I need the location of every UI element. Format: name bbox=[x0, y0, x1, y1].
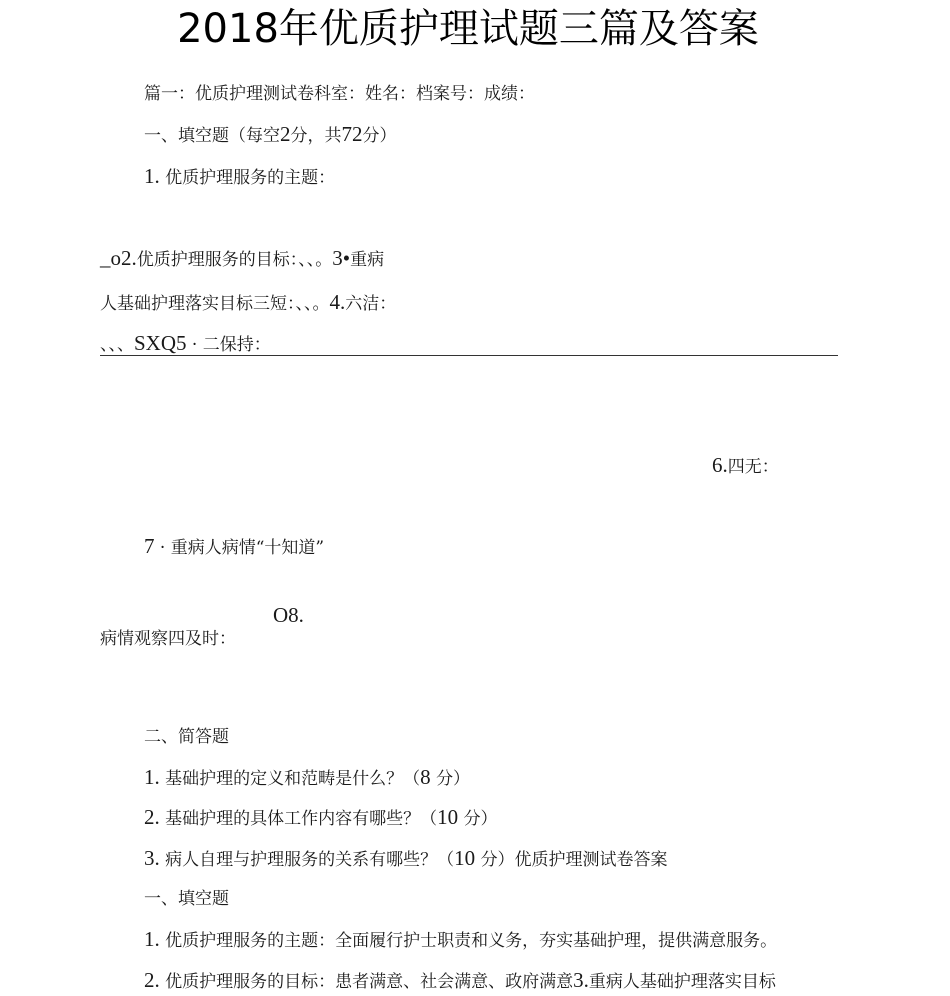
heading-part: 一、填空题（每空 bbox=[144, 126, 280, 146]
points-total: 72 bbox=[341, 122, 363, 146]
question-text: 分）优质护理测试卷答案 bbox=[480, 850, 668, 870]
question-text: · 二保持： bbox=[191, 335, 271, 355]
question-number: 3. bbox=[573, 968, 589, 992]
header-text: 篇一：优质护理测试卷科室：姓名：档案号：成绩： bbox=[144, 84, 535, 104]
question-number: 1. bbox=[144, 927, 160, 951]
document-title: 2018年优质护理试题三篇及答案 bbox=[177, 6, 759, 52]
question-text: 重病 bbox=[350, 250, 385, 270]
question-text: 病人自理与护理服务的关系有哪些？（ bbox=[165, 850, 455, 870]
answer-2 bbox=[144, 968, 776, 994]
answer-text: 重病人基础护理落实目标 bbox=[588, 972, 776, 992]
question-text: 、、、 bbox=[100, 335, 134, 355]
divider-line bbox=[100, 355, 838, 356]
question-number: 3. bbox=[144, 846, 160, 870]
answer-fill-heading bbox=[144, 887, 229, 911]
short-answer-3 bbox=[144, 846, 668, 872]
points-each: 2 bbox=[280, 122, 291, 146]
heading-text: 一、填空题 bbox=[144, 889, 229, 909]
heading-part: 分，共 bbox=[290, 126, 342, 146]
question-text: 四无： bbox=[727, 457, 779, 477]
points: 10 bbox=[437, 805, 459, 829]
question-7 bbox=[144, 534, 324, 560]
question-text: · 重病人病情“十知道” bbox=[159, 538, 325, 558]
question-number: 6. bbox=[712, 453, 728, 477]
heading-text: 二、简答题 bbox=[144, 727, 229, 747]
question-text: 六洁： bbox=[345, 294, 397, 314]
answer-1 bbox=[144, 927, 777, 953]
points: 10 bbox=[454, 846, 476, 870]
answer-text: 优质护理服务的目标：患者满意、社会满意、政府满意 bbox=[165, 972, 574, 992]
question-number: SXQ5 bbox=[134, 331, 187, 355]
short-answer-2 bbox=[144, 805, 498, 831]
question-8-number bbox=[273, 603, 304, 629]
question-text: 基础护理的定义和范畴是什么？（ bbox=[165, 769, 421, 789]
question-text: 优质护理服务的主题： bbox=[165, 168, 336, 188]
points: 8 bbox=[420, 765, 431, 789]
question-number: 2. bbox=[144, 968, 160, 992]
question-5-line bbox=[100, 331, 271, 357]
question-text: 优质护理服务的目标：、、。 bbox=[136, 250, 333, 270]
question-number: O8. bbox=[273, 603, 304, 627]
fill-blank-heading bbox=[144, 122, 397, 148]
question-number: 3• bbox=[332, 246, 351, 270]
question-6 bbox=[712, 453, 779, 479]
question-number: 1. bbox=[144, 765, 160, 789]
section-header-line bbox=[144, 82, 535, 106]
question-number: 2. bbox=[144, 805, 160, 829]
question-text: 基础护理的具体工作内容有哪些？（ bbox=[165, 809, 438, 829]
short-answer-heading bbox=[144, 725, 229, 749]
question-number: _o2. bbox=[100, 246, 137, 270]
question-2-line bbox=[100, 246, 384, 272]
question-number: 7 bbox=[144, 534, 155, 558]
short-answer-1 bbox=[144, 765, 470, 791]
answer-text: 优质护理服务的主题：全面履行护士职责和义务，夯实基础护理，提供满意服务。 bbox=[165, 931, 778, 951]
question-text: 分） bbox=[463, 809, 498, 829]
question-1 bbox=[144, 164, 335, 190]
question-number: 4. bbox=[329, 290, 346, 314]
question-8-text bbox=[100, 627, 236, 651]
question-text: 病情观察四及时： bbox=[100, 629, 236, 649]
question-text: 分） bbox=[436, 769, 471, 789]
question-3-4-line bbox=[100, 290, 396, 316]
question-text: 人基础护理落实目标三短：、、。 bbox=[100, 294, 330, 314]
heading-part: 分） bbox=[362, 126, 397, 146]
question-number: 1. bbox=[144, 164, 160, 188]
